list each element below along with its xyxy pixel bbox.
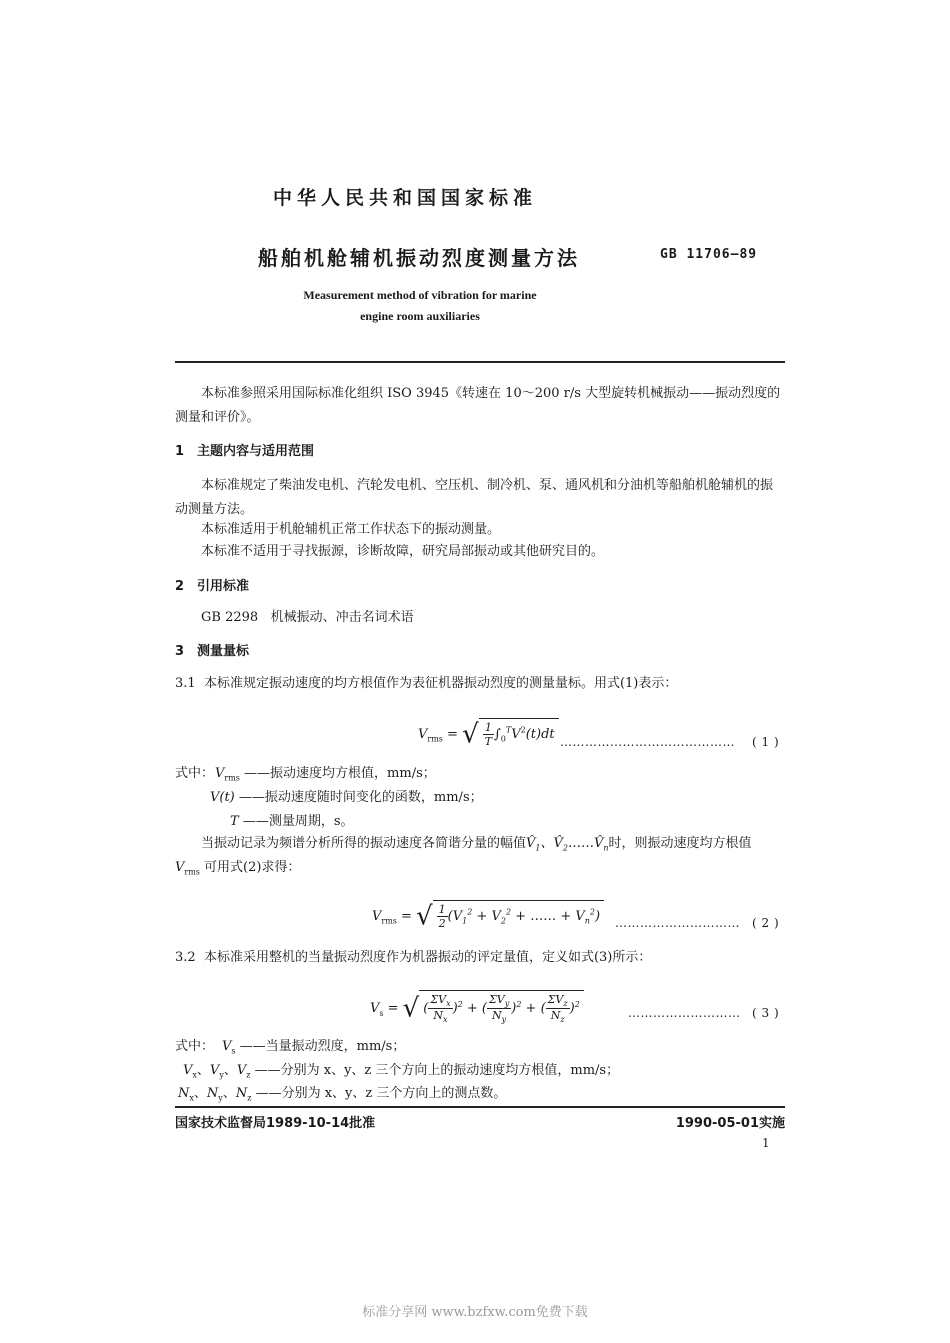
formula-2: $V_{rms}$ = √ $\frac{1}{2}$ ($V_1^2 + V_2^2$ + …… + $V_n^2$) bbox=[372, 900, 604, 932]
reference-entry bbox=[175, 606, 787, 630]
section-3-1-body: 本标准规定振动速度的均方根值作为表征机器振动烈度的测量量标。用式(1)表示： bbox=[203, 676, 678, 691]
section-1-number: 1 bbox=[175, 444, 185, 459]
section-1-p1-line2: 动测量方法。 bbox=[175, 502, 254, 517]
spectrum-paragraph-b: 时，则振动速度均方根值 bbox=[608, 836, 752, 851]
header-divider bbox=[175, 361, 785, 363]
definition-vxyz-text: ——分别为 x、y、z 三个方向上的振动速度均方根值，mm/s； bbox=[254, 1063, 620, 1078]
definition-vrms-subscript: rms bbox=[224, 773, 240, 783]
reference-code: GB 2298 bbox=[201, 610, 259, 625]
definition-nxyz: $N_x$、$N_y$、$N_z$ ——分别为 x、y、z 三个方向上的测点数。 bbox=[178, 1086, 507, 1103]
spectrum-paragraph-a: 当振动记录为频谱分析所得的振动速度各简谐分量的幅值 bbox=[201, 836, 527, 851]
definition-nxyz-text: ——分别为 x、y、z 三个方向上的测点数。 bbox=[255, 1086, 507, 1101]
section-3-1-number: 3.1 bbox=[175, 676, 196, 691]
section-3-number: 3 bbox=[175, 644, 185, 659]
section-3-heading bbox=[175, 640, 787, 664]
definition-t bbox=[230, 810, 353, 834]
section-1-p2: 本标准适用于机舱辅机正常工作状态下的振动测量。 bbox=[201, 522, 501, 537]
where-label-2: 式中： bbox=[175, 1039, 215, 1054]
definition-vt-symbol: V(t) bbox=[210, 790, 235, 805]
english-title-line1: Measurement method of vibration for marine bbox=[303, 288, 537, 302]
definition-vxyz: $V_x$、$V_y$、$V_z$ ——分别为 x、y、z 三个方向上的振动速度均方根值，mm/s； bbox=[183, 1063, 620, 1080]
footer-divider bbox=[175, 1106, 785, 1108]
section-2-heading bbox=[175, 575, 787, 599]
section-2-title: 引用标准 bbox=[197, 579, 250, 594]
formula-2-number: ( 2 ) bbox=[752, 916, 780, 930]
section-3-title: 测量量标 bbox=[197, 644, 250, 659]
standard-org-title: 中华人民共和国国家标准 bbox=[272, 187, 537, 209]
formula-1-leader: …………………………………… bbox=[560, 735, 735, 749]
approval-date: 国家技术监督局1989-10-14批准 bbox=[175, 1116, 376, 1131]
definition-vt bbox=[210, 786, 483, 810]
definition-vrms-symbol: V bbox=[215, 766, 225, 781]
definition-t-symbol: T bbox=[230, 814, 239, 829]
formula-1-number: ( 1 ) bbox=[752, 735, 780, 749]
formula-3-leader: ……………………… bbox=[628, 1006, 741, 1020]
page-number: 1 bbox=[762, 1136, 770, 1150]
formula-2-leader: ………………………… bbox=[615, 916, 740, 930]
intro-line1: 本标准参照采用国际标准化组织 ISO 3945《转速在 10～200 r/s 大型旋转机械振动——振动烈度的 bbox=[201, 386, 781, 401]
section-1-p3: 本标准不适用于寻找振源，诊断故障，研究局部振动或其他研究目的。 bbox=[201, 544, 605, 559]
section-3-2-text bbox=[175, 946, 787, 970]
section-3-2-body: 本标准采用整机的当量振动烈度作为机器振动的评定量值，定义如式(3)所示： bbox=[203, 950, 652, 965]
spectrum-paragraph-line2-text: 可用式(2)求得： bbox=[204, 860, 301, 875]
where-label-1: 式中： bbox=[175, 766, 215, 781]
standard-code: GB 11706—89 bbox=[660, 247, 758, 262]
spectrum-amplitudes: $V̂_1$、$V̂_2\dots\dots V̂_n$ bbox=[526, 836, 609, 853]
definition-vt-text: ——振动速度随时间变化的函数，mm/s； bbox=[238, 790, 483, 805]
section-3-1-text bbox=[175, 672, 787, 696]
formula-3-number: ( 3 ) bbox=[752, 1006, 780, 1020]
effective-date: 1990-05-01实施 bbox=[675, 1116, 785, 1131]
formula-3: $V_s$ = √ ( $\frac{\Sigma V_x}{N_x}$ )$^2$ + ( $\frac{\Sigma V_y}{N_y}$ )$^2$ + ( $\frac{\Sigma V_z}{N_z}$ )$^2$ bbox=[370, 990, 584, 1024]
section-1-title: 主题内容与适用范围 bbox=[197, 444, 315, 459]
formula-1: $V_{rms}$ = √ $\frac{1}{T}$ $\int_0^TV^2(t)dt$ bbox=[418, 718, 559, 750]
definition-t-text: ——测量周期，s。 bbox=[242, 814, 354, 829]
definition-vs: $V_s$ ——当量振动烈度，mm/s； bbox=[222, 1039, 406, 1056]
intro-line2: 测量和评价》。 bbox=[175, 410, 260, 425]
section-2-number: 2 bbox=[175, 579, 185, 594]
english-title-line2: engine room auxiliaries bbox=[360, 309, 480, 323]
definition-vs-text: ——当量振动烈度，mm/s； bbox=[239, 1039, 406, 1054]
definition-vrms-text: ——振动速度均方根值，mm/s； bbox=[244, 766, 436, 781]
spectrum-paragraph-line2: $V_{rms}$ 可用式(2)求得： bbox=[175, 860, 301, 877]
section-1-p1-line1: 本标准规定了柴油发电机、汽轮发电机、空压机、制冷机、泵、通风机和分油机等船舶机舱辅机的振 bbox=[201, 478, 774, 493]
reference-title: 机械振动、冲击名词术语 bbox=[270, 610, 414, 625]
section-3-2-number: 3.2 bbox=[175, 950, 196, 965]
watermark-text: 标准分享网 www.bzfxw.com免费下载 bbox=[362, 1305, 588, 1320]
document-title: 船舶机舱辅机振动烈度测量方法 bbox=[258, 246, 580, 270]
section-1-heading bbox=[175, 440, 787, 464]
